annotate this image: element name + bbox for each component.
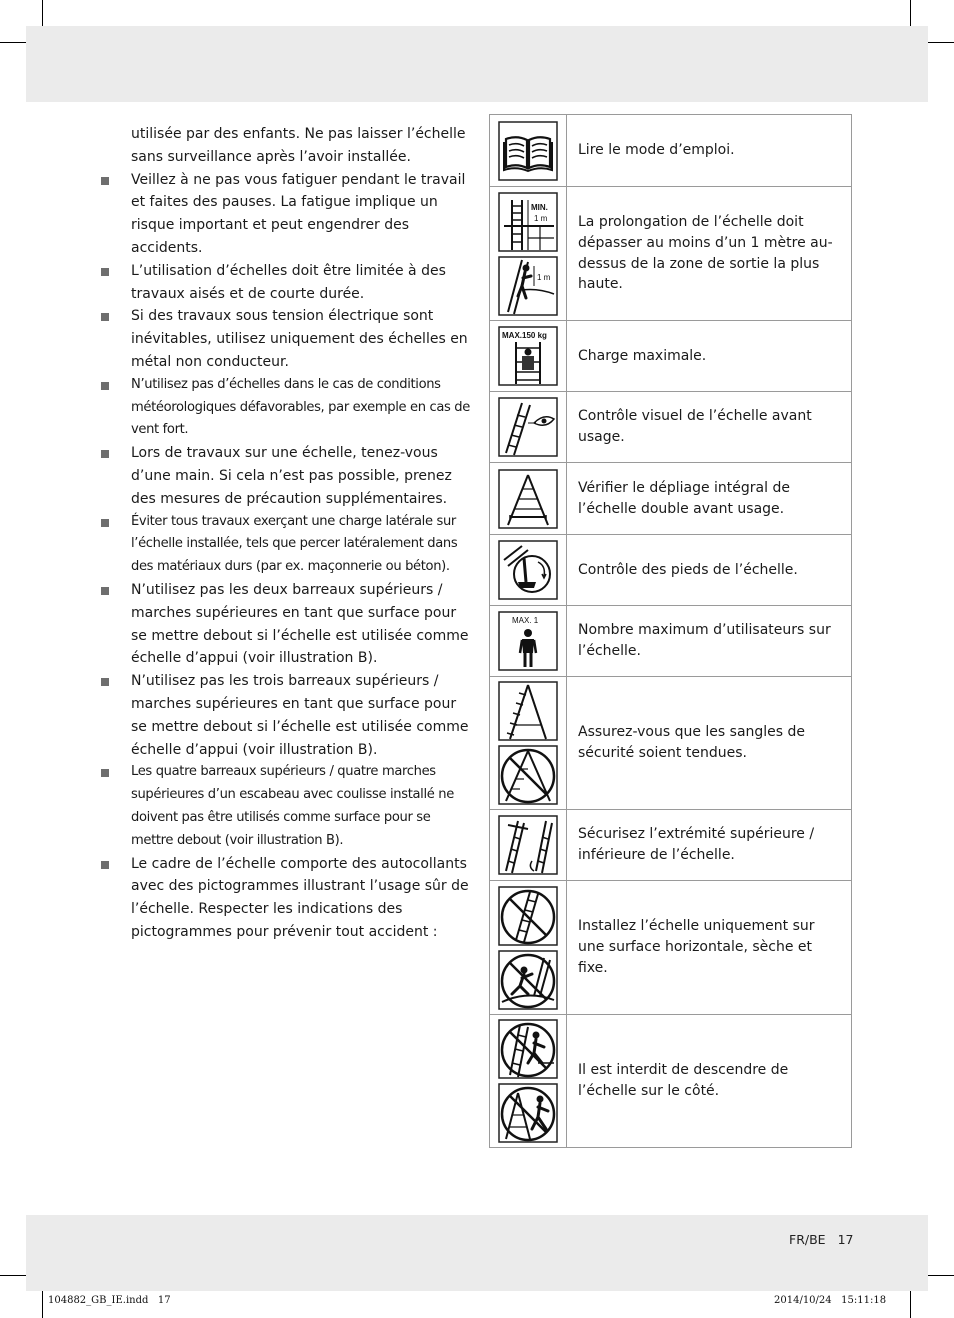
bullet-item: L’utilisation d’échelles doit être limitée à des travaux aisés et de courte durée. [97,260,472,306]
row-description: Installez l’échelle uniquement sur une surface horizontale, sèche et fixe. [578,918,815,976]
bullet-item: Le cadre de l’échelle comporte des autocollants avec des pictogrammes illustrant l’usage sûr de l’échelle. Respecter les indications des pictogrammes pour prévenir tout accident : [97,853,472,944]
bullet-square-icon [101,769,109,777]
open-book-icon [498,121,558,181]
bullet-item: N’utilisez pas les deux barreaux supérieurs / marches supérieures en tant que surface pour se mettre debout si l’échelle est utilisée comme échelle d’appui (voir illustration B). [97,579,472,670]
bullet-square-icon [101,587,109,595]
crop-mark [910,1288,911,1318]
safety-text-column [97,123,472,944]
bullet-square-icon [101,382,109,390]
locale-label: FR/BE [789,1232,826,1247]
table-row [490,880,851,1014]
a-frame-side-dismount-prohibited-icon [498,1083,558,1143]
table-row [490,115,851,186]
bullet-item: Éviter tous travaux exerçant une charge latérale sur l’échelle installée, tels que percer latéralement dans des matériaux durs (par ex. maçonnerie ou béton). [97,511,472,579]
crop-mark [924,42,954,43]
row-description: Contrôle visuel de l’échelle avant usage. [578,408,812,445]
bullet-square-icon [101,268,109,276]
row-description: Nombre maximum d’utilisateurs sur l’échelle. [578,622,831,659]
bullet-item: N’utilisez pas les trois barreaux supérieurs / marches supérieures en tant que surface pour se mettre debout si l’échelle est utilisée comme échelle d’appui (voir illustration B). [97,670,472,761]
table-row [490,534,851,605]
table-row [490,186,851,320]
bullet-square-icon [101,177,109,185]
ladder-slope-prohibited-icon [498,950,558,1010]
row-description: Charge maximale. [578,347,707,364]
bullet-square-icon [101,450,109,458]
ladder-eye-inspection-icon [498,397,558,457]
row-description: Il est interdit de descendre de l’échelle sur le côté. [578,1062,789,1099]
footer-band [26,1215,928,1291]
crop-mark [42,1288,43,1318]
row-description: Lire le mode d’emploi. [578,142,735,159]
max-load-icon [498,326,558,386]
ladder-falling-prohibited-icon [498,886,558,946]
row-description: La prolongation de l’échelle doit dépasser au moins d’un 1 mètre au-dessus de la zone de sortie la plus haute. [578,213,833,293]
table-row [490,1014,851,1147]
paragraph-continuation: utilisée par des enfants. Ne pas laisser l’échelle sans surveillance après l’avoir installée. [131,126,466,165]
bullet-item: Veillez à ne pas vous fatiguer pendant le travail et faites des pauses. La fatigue implique un risque important et peut engendrer des accidents. [97,169,472,260]
bullet-item: Si des travaux sous tension électrique sont inévitables, utilisez uniquement des échelles en métal non conducteur. [97,305,472,373]
climber-one-meter-icon [498,256,558,316]
a-frame-ladder-unfold-icon [498,469,558,529]
row-description: Contrôle des pieds de l’échelle. [578,561,798,578]
row-description: Assurez-vous que les sangles de sécurité soient tendues. [578,724,806,761]
table-row [490,391,851,462]
page-footer [789,1232,853,1247]
svg-text:MAX. 1: MAX. 1 [512,616,539,625]
bullet-square-icon [101,519,109,527]
header-band [26,26,928,102]
bullet-item: Lors de travaux sur une échelle, tenez-vous d’une main. Si cela n’est pas possible, prenez des mesures de précaution supplémentaires. [97,442,472,510]
print-slug-date: 2014/10/24 15:11:18 [774,1295,887,1306]
svg-text:1 m: 1 m [537,272,551,282]
secure-ladder-ends-icon [498,815,558,875]
ladder-feet-check-icon [498,540,558,600]
bullet-square-icon [101,678,109,686]
crop-mark [924,1275,954,1276]
table-row [490,605,851,676]
ladder-extension-min-icon [498,192,558,252]
row-description: Sécurisez l’extrémité supérieure / inférieure de l’échelle. [578,826,815,863]
pictogram-table [489,114,852,1148]
a-frame-no-straps-prohibited-icon [498,745,558,805]
a-frame-straps-icon [498,681,558,741]
svg-text:1 m: 1 m [534,213,548,223]
side-dismount-prohibited-icon [498,1019,558,1079]
bullet-square-icon [101,313,109,321]
table-row [490,462,851,534]
bullet-item: Les quatre barreaux supérieurs / quatre marches supérieures d’un escabeau avec coulisse installé ne doivent pas être utilisés comme surface pour se mettre debout (voir illustration B). [97,761,472,852]
svg-text:MIN.: MIN. [531,202,548,212]
bullet-square-icon [101,861,109,869]
bullet-item: N’utilisez pas d’échelles dans le cas de conditions météorologiques défavorables, par exemple en cas de vent fort. [97,374,472,442]
svg-text:MAX.150 kg: MAX.150 kg [502,331,547,340]
table-row [490,809,851,880]
table-row [490,676,851,809]
page-number: 17 [837,1232,854,1247]
max-one-user-icon [498,611,558,671]
print-slug-file: 104882_GB_IE.indd 17 [48,1295,171,1306]
table-row [490,320,851,391]
row-description: Vérifier le dépliage intégral de l’échelle double avant usage. [578,479,790,517]
